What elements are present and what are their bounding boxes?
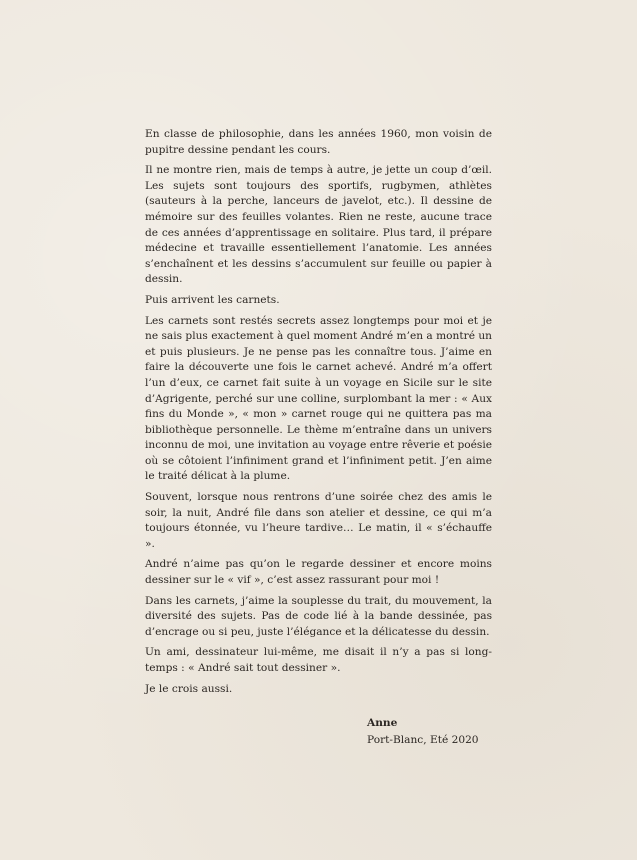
signature <box>367 716 479 748</box>
signature-place-date: Port-Blanc, Eté 2020 <box>367 733 479 746</box>
paragraph: Les carnets sont restés secrets assez longtemps pour moi et je ne sais plus exactement à quel moment André m’en a montré un et puis plusieurs. Je ne pense pas les connaître tous. J’aime en faire la découverte une fois le carnet achevé. André m’a offert l’un d’eux, ce carnet fait suite à un voyage en Sicile sur le site d’Agrigente, perché sur une colline, surplombant la mer : « Aux fins du Monde », « mon » carnet rouge qui ne quittera pas ma bibliothèque personnelle. Le thème m’entraîne dans un univers inconnu de moi, une invitation au voyage entre rêverie et poésie où se côtoient l’infiniment grand et l’infiniment petit. J’en aime le traité délicat à la plume. <box>145 314 492 483</box>
paragraph: Il ne montre rien, mais de temps à autre, je jette un coup d’œil. Les sujets sont toujours des sportifs, rugbymen, athlètes (sauteurs à la perche, lanceurs de javelot, etc.). Il dessine de mémoire sur des feuilles volantes. Rien ne reste, aucune trace de ces années d’apprentissage en solitaire. Plus tard, il prépare médecine et travaille essentiellement l’anatomie. Les années s’enchaînent et les dessins s’accumulent sur feuille ou papier à dessin. <box>145 164 492 286</box>
signature-name: Anne <box>367 717 398 729</box>
paragraph: Dans les carnets, j’aime la souplesse du trait, du mouvement, la diversité des sujets. Pas de code lié à la bande dessinée, pas d’encrage ou si peu, juste l’élégance et la délicatesse du dessin. <box>145 594 492 638</box>
paragraph: Puis arrivent les carnets. <box>145 293 280 306</box>
body-text <box>145 127 492 702</box>
paragraph: Un ami, dessinateur lui-même, me disait il n’y a pas si long-temps : « André sait tout dessiner ». <box>145 646 492 674</box>
paragraph: Je le crois aussi. <box>145 682 233 695</box>
paragraph: Souvent, lorsque nous rentrons d’une soirée chez des amis le soir, la nuit, André file dans son atelier et dessine, ce qui m’a toujours étonnée, vu l’heure tardive… Le matin, il « s’échauffe ». <box>145 491 492 550</box>
paragraph: André n’aime pas qu’on le regarde dessiner et encore moins dessiner sur le « vif », c’est assez rassurant pour moi ! <box>145 558 492 587</box>
paragraph: En classe de philosophie, dans les années 1960, mon voisin de pupitre dessine pendant les cours. <box>145 128 492 156</box>
